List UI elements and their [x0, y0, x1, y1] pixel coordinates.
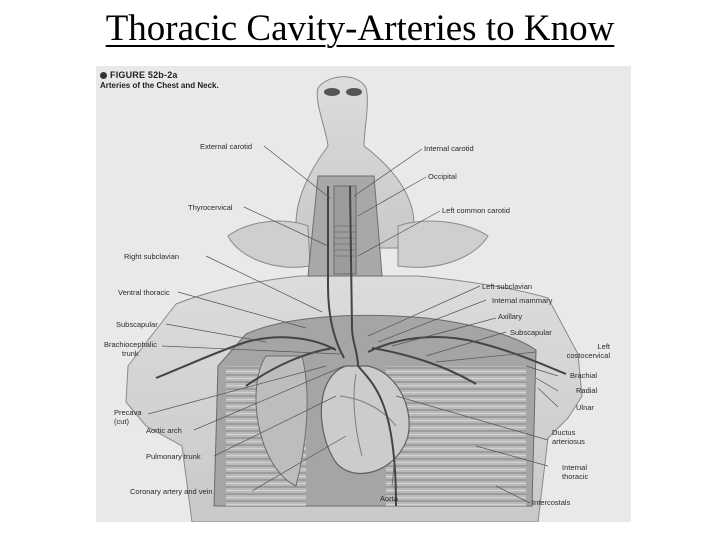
- label-radial: Radial: [576, 386, 598, 395]
- figure-number: FIGURE 52b-2a: [110, 70, 178, 80]
- label-left-subclavian: Left subclavian: [482, 282, 533, 291]
- label-intercostals: Intercostals: [532, 498, 571, 507]
- label-thyrocervical: Thyrocervical: [188, 203, 233, 212]
- label-subscapular-right: Subscapular: [510, 328, 552, 337]
- figure-bullet-icon: [100, 72, 107, 79]
- label-internal-thoracic: [562, 463, 588, 481]
- label-internal-thoracic-line2: thoracic: [562, 472, 589, 481]
- label-internal-thoracic-line1: Internal: [562, 463, 588, 472]
- label-aortic-arch: Aortic arch: [146, 426, 182, 435]
- label-brachiocephalic-line1: Brachiocephalic: [104, 340, 157, 349]
- label-aorta: Aorta: [380, 494, 398, 503]
- label-precava-line2: (cut): [114, 417, 129, 426]
- nostril-icon: [324, 88, 340, 96]
- label-axillary: Axillary: [498, 312, 523, 321]
- label-brachial: Brachial: [570, 371, 598, 380]
- label-left-costocervical: [536, 342, 610, 360]
- label-pulmonary-trunk: Pulmonary trunk: [146, 452, 201, 461]
- label-ulnar: Ulnar: [576, 403, 594, 412]
- label-coronary-artery-vein: Coronary artery and vein: [130, 487, 213, 496]
- trachea: [334, 186, 356, 274]
- label-left-costocervical-line2: costocervical: [566, 351, 610, 360]
- left-ear: [398, 221, 488, 267]
- label-precava: [114, 408, 142, 426]
- label-brachiocephalic-trunk: [104, 340, 157, 358]
- slide-title: Thoracic Cavity-Arteries to Know: [105, 8, 615, 49]
- label-left-common-carotid: Left common carotid: [442, 206, 510, 215]
- label-ventral-thoracic: Ventral thoracic: [118, 288, 170, 297]
- label-external-carotid: External carotid: [200, 142, 253, 151]
- label-internal-carotid: Internal carotid: [424, 144, 474, 153]
- label-right-subclavian: Right subclavian: [124, 252, 180, 261]
- figure-caption: Arteries of the Chest and Neck.: [100, 81, 219, 90]
- label-ductus-arteriosus: [552, 428, 585, 446]
- label-ductus-line1: Ductus: [552, 428, 576, 437]
- label-left-costocervical-line1: Left: [597, 342, 610, 351]
- label-occipital: Occipital: [428, 172, 457, 181]
- label-precava-line1: Precava: [114, 408, 142, 417]
- label-ductus-line2: arteriosus: [552, 437, 585, 446]
- anatomy-figure: [96, 66, 631, 522]
- label-brachiocephalic-line2: trunk: [122, 349, 139, 358]
- nostril-icon: [346, 88, 362, 96]
- right-ear: [228, 221, 310, 267]
- label-internal-mammary: Internal mammary: [492, 296, 553, 305]
- label-subscapular-left: Subscapular: [116, 320, 158, 329]
